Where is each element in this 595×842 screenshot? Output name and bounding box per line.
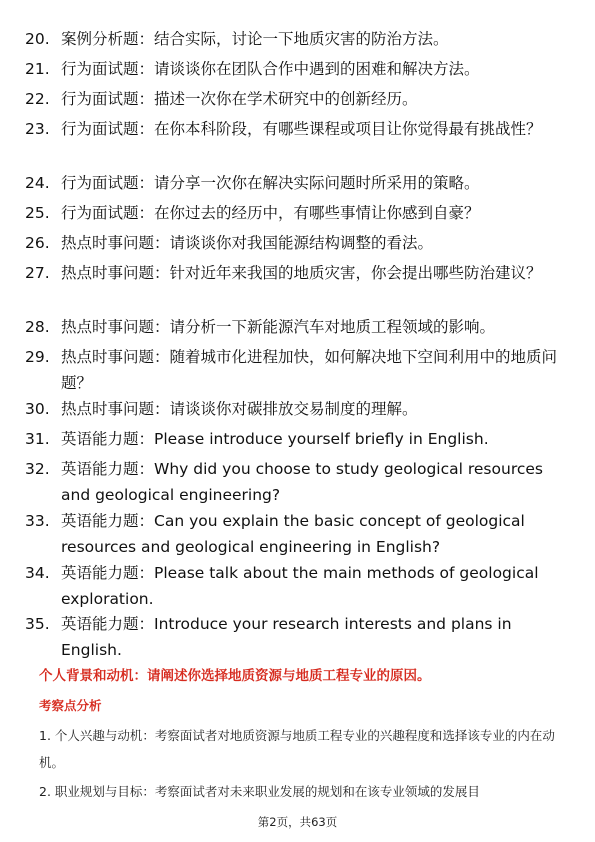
- question-number: 28.: [25, 318, 50, 336]
- question-number: 35.: [25, 615, 50, 633]
- question-text: 热点时事问题：随着城市化进程加快，如何解决地下空间利用中的地质问题？: [61, 348, 558, 392]
- question-number: 26.: [25, 234, 50, 252]
- question-text: 英语能力题：Can you explain the basic concept of geological resources and geological engineering in English?: [61, 512, 525, 556]
- question-number: 31.: [25, 430, 50, 448]
- question-item: [25, 426, 565, 452]
- question-number: 20.: [25, 30, 50, 48]
- question-item: [25, 508, 565, 560]
- question-text: 英语能力题：Please introduce yourself briefly in English.: [61, 430, 489, 448]
- question-number: 27.: [25, 264, 50, 282]
- question-number: 25.: [25, 204, 50, 222]
- question-number: 21.: [25, 60, 50, 78]
- question-number: 34.: [25, 564, 50, 582]
- question-number: 29.: [25, 348, 50, 366]
- question-text: 热点时事问题：针对近年来我国的地质灾害，你会提出哪些防治建议？: [61, 264, 542, 282]
- question-item: [25, 456, 565, 508]
- question-item: [25, 611, 565, 663]
- question-text: 热点时事问题：请谈谈你对我国能源结构调整的看法。: [61, 234, 434, 252]
- question-item: [25, 86, 565, 112]
- question-item: [25, 26, 565, 52]
- question-number: 23.: [25, 120, 50, 138]
- question-text: 热点时事问题：请分析一下新能源汽车对地质工程领域的影响。: [61, 318, 496, 336]
- question-text: 英语能力题：Why did you choose to study geological resources and geological engineering?: [61, 460, 543, 504]
- question-number: 33.: [25, 512, 50, 530]
- question-item: [25, 396, 565, 422]
- question-text: 热点时事问题：请谈谈你对碳排放交易制度的理解。: [61, 400, 418, 418]
- question-text: 案例分析题：结合实际，讨论一下地质灾害的防治方法。: [61, 30, 449, 48]
- question-number: 22.: [25, 90, 50, 108]
- analysis-point: 2. 职业规划与目标：考察面试者对未来职业发展的规划和在该专业领域的发展目: [39, 784, 480, 799]
- question-text: 行为面试题：描述一次你在学术研究中的创新经历。: [61, 90, 418, 108]
- page-number: 第2页，共63页: [257, 815, 338, 829]
- analysis-subheading: 考察点分析: [39, 698, 102, 713]
- question-text: 行为面试题：在你过去的经历中，有哪些事情让你感到自豪？: [61, 204, 480, 222]
- question-item: [25, 344, 565, 396]
- question-item: [25, 560, 565, 612]
- section-heading: 个人背景和动机：请阐述你选择地质资源与地质工程专业的原因。: [39, 668, 431, 684]
- question-item: [25, 260, 565, 286]
- question-text: 英语能力题：Please talk about the main methods of geological exploration.: [61, 564, 539, 608]
- question-item: [25, 170, 565, 196]
- question-number: 32.: [25, 460, 50, 478]
- question-text: 行为面试题：请谈谈你在团队合作中遇到的困难和解决方法。: [61, 60, 480, 78]
- question-number: 24.: [25, 174, 50, 192]
- question-text: 行为面试题：请分享一次你在解决实际问题时所采用的策略。: [61, 174, 480, 192]
- question-text: 行为面试题：在你本科阶段，有哪些课程或项目让你觉得最有挑战性？: [61, 120, 542, 138]
- question-text: 英语能力题：Introduce your research interests and plans in English.: [61, 615, 512, 659]
- question-number: 30.: [25, 400, 50, 418]
- question-item: [25, 56, 565, 82]
- question-item: [25, 200, 565, 226]
- question-item: [25, 314, 565, 340]
- analysis-point: 1. 个人兴趣与动机：考察面试者对地质资源与地质工程专业的兴趣程度和选择该专业的内在动机。: [39, 728, 555, 770]
- question-item: [25, 230, 565, 256]
- question-item: [25, 116, 565, 142]
